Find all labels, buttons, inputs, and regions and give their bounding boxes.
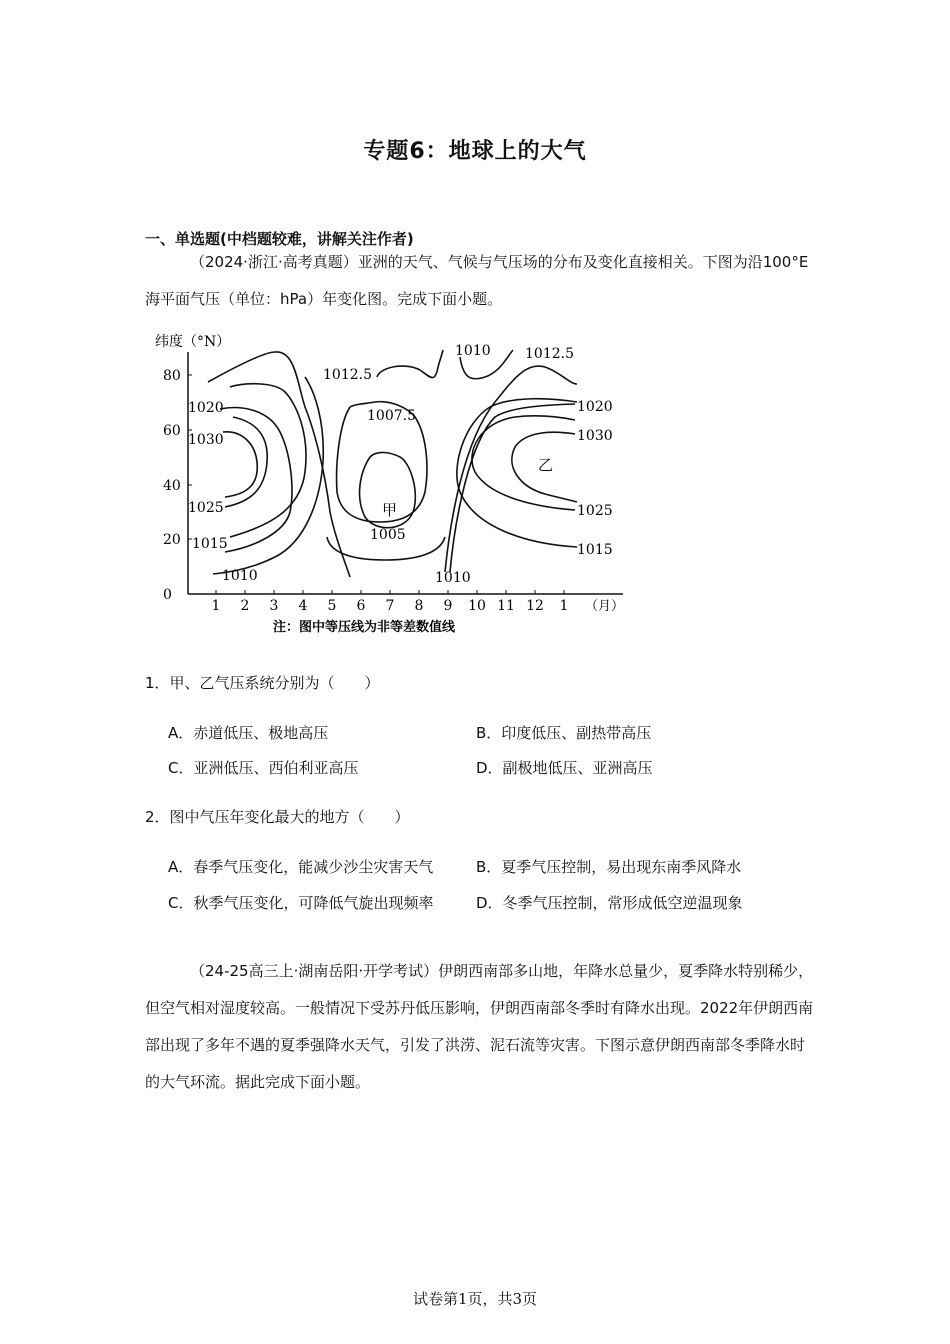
isobar-1025-right — [472, 416, 575, 510]
question-1-stem: 1．甲、乙气压系统分别为（ ） — [145, 674, 380, 692]
q2-option-c[interactable]: C．秋季气压变化，可降低气旋出现频率 — [168, 894, 434, 912]
x-tick-label: 5 — [327, 598, 337, 614]
isobar-label: 1010 — [455, 343, 491, 359]
x-tick-label: 8 — [414, 598, 424, 614]
y-tick-label: 20 — [163, 532, 181, 548]
isobar-label: 1010 — [435, 570, 471, 586]
isobar-1030-left — [223, 432, 257, 497]
q1-option-c[interactable]: C．亚洲低压、西伯利亚高压 — [168, 759, 359, 777]
passage-1: （2024·浙江·高考真题）亚洲的天气、气候与气压场的分布及变化直接相关。下图为沿100°E海平面气压（单位：hPa）年变化图。完成下面小题。 — [145, 253, 809, 308]
isobar-label: 1015 — [577, 542, 613, 558]
q1-option-b[interactable]: B．印度低压、副热带高压 — [476, 724, 652, 742]
page-footer: 试卷第1页，共3页 — [412, 1290, 538, 1308]
y-tick-label: 0 — [163, 587, 172, 603]
q2-option-b[interactable]: B．夏季气压控制，易出现东南季风降水 — [476, 858, 742, 876]
q1-option-a[interactable]: A．赤道低压、极地高压 — [168, 724, 329, 742]
x-tick-label: 1 — [559, 598, 569, 614]
x-tick-label: 6 — [356, 598, 366, 614]
isobar-label: 1007.5 — [367, 408, 416, 424]
isobar-1010-left — [213, 377, 323, 574]
isobar-label: 1010 — [222, 568, 258, 584]
x-tick-label: 3 — [269, 598, 279, 614]
system-label-jia: 甲 — [382, 501, 398, 519]
isobar-1012-5-right — [445, 366, 577, 572]
isobar-label: 1012.5 — [323, 367, 372, 383]
isobar-figure — [145, 322, 635, 642]
page-title: 专题6：地球上的大气 — [363, 139, 587, 164]
isobar-label: 1020 — [577, 399, 613, 415]
x-tick-label: 1 — [211, 598, 221, 614]
isobar-label: 1020 — [188, 400, 224, 416]
isobar-1020-left — [220, 408, 292, 552]
system-label-yi: 乙 — [538, 456, 554, 474]
isobar-chart — [145, 322, 635, 642]
q2-option-d[interactable]: D．冬季气压控制，常形成低空逆温现象 — [476, 894, 743, 912]
isobar-1025-left — [225, 417, 267, 507]
isobar-1015-left — [230, 384, 306, 537]
y-axis-label: 纬度（°N） — [155, 334, 231, 350]
isobar-label: 1015 — [192, 536, 228, 552]
isobar-label: 1030 — [188, 432, 224, 448]
isobar-label: 1030 — [577, 428, 613, 444]
isobar-label: 1025 — [577, 503, 613, 519]
y-tick-label: 40 — [163, 478, 181, 494]
q2-option-a[interactable]: A．春季气压变化，能减少沙尘灾害天气 — [168, 858, 434, 876]
x-tick-label: 7 — [385, 598, 395, 614]
x-tick-label: 12 — [526, 598, 544, 614]
q1-option-d[interactable]: D．副极地低压、亚洲高压 — [476, 759, 653, 777]
x-tick-label: 2 — [240, 598, 250, 614]
passage-2: （24-25高三上·湖南岳阳·开学考试）伊朗西南部多山地，年降水总量少，夏季降水特别稀少，但空气相对湿度较高。一般情况下受苏丹低压影响，伊朗西南部冬季时有降水出现。2022年伊朗西南部出现了多年不遇的夏季强降水天气，引发了洪涝、泥石流等灾害。下图示意伊朗西南部冬季降水时的大气环流。据此完成下面小题。 — [145, 962, 814, 1091]
x-tick-label: 11 — [497, 598, 515, 614]
x-unit-label: （月） — [585, 599, 625, 614]
x-tick-label: 10 — [468, 598, 486, 614]
isobar-label: 1005 — [370, 527, 406, 543]
x-tick-label: 4 — [298, 598, 308, 614]
figure-note: 注：图中等压线为非等差数值线 — [273, 620, 456, 635]
isobar-label: 1012.5 — [525, 346, 574, 362]
isobar-1012-5-top — [377, 350, 443, 378]
y-tick-label: 80 — [163, 368, 181, 384]
section-heading-text: 一、单选题 — [145, 230, 221, 248]
question-2-stem: 2．图中气压年变化最大的地方（ ） — [145, 808, 410, 826]
section-note: (中档题较难，讲解关注作者) — [220, 230, 414, 248]
y-tick-label: 60 — [163, 423, 181, 439]
isobar-label: 1025 — [188, 500, 224, 516]
x-tick-label: 9 — [443, 598, 453, 614]
